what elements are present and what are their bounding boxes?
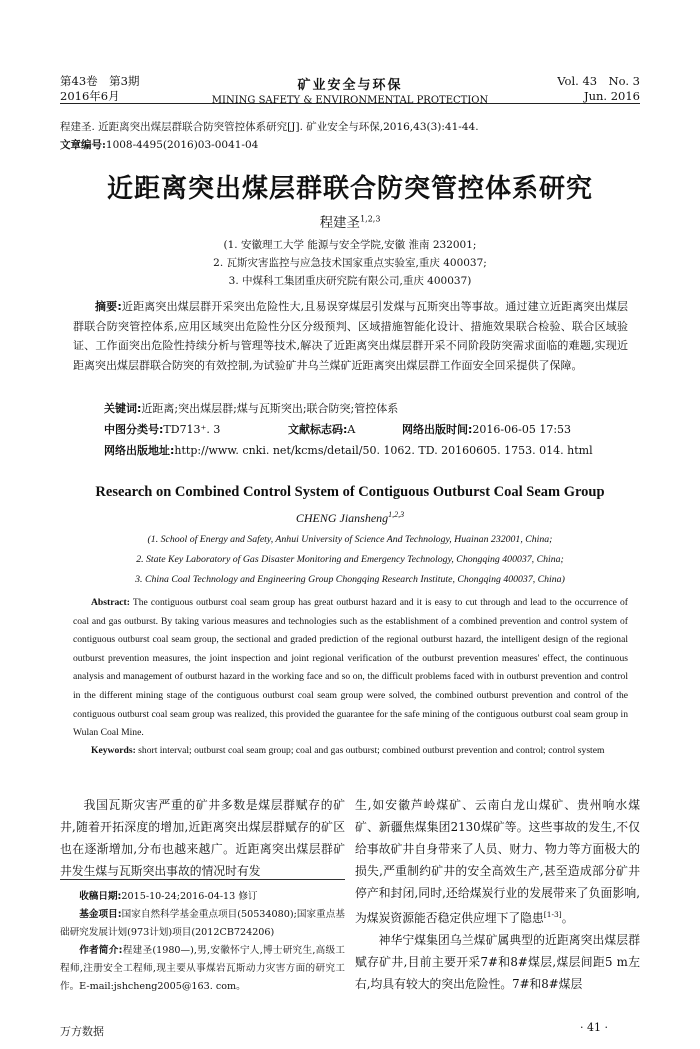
header-volume-issue — [60, 74, 139, 104]
body-right-column — [355, 794, 640, 995]
article-number-value: 1008-4495(2016)03-0041-04 — [105, 139, 259, 151]
keywords-cn — [104, 400, 398, 416]
pub-url-value[interactable]: http://www. cnki. net/kcms/detail/50. 1062. TD. 20160605. 1753. 014. html — [174, 444, 593, 457]
affiliation-cn-3: 3. 中煤科工集团重庆研究院有限公司,重庆 400037) — [228, 275, 472, 287]
watermark: 万方数据 — [60, 1025, 104, 1038]
header-rule — [60, 103, 640, 104]
journal-name — [200, 74, 500, 106]
volume-en: Vol. 43 No. 3 — [557, 74, 640, 88]
pub-time-label: 网络出版时间: — [402, 423, 473, 436]
body-left-column — [60, 794, 345, 882]
author-en — [60, 510, 640, 526]
affiliation-en-2: 2. State Key Laboratory of Gas Disaster Monitoring and Emergency Technology, Chongqing 400037, China; — [136, 554, 564, 565]
affiliations-en — [60, 530, 640, 590]
date-en: Jun. 2016 — [583, 89, 640, 103]
doc-code-value: A — [347, 423, 356, 436]
affiliation-cn-1: (1. 安徽理工大学 能源与安全学院,安徽 淮南 232001; — [223, 239, 477, 251]
doc-code-label: 文献标志码: — [288, 423, 348, 436]
abstract-cn-text: 近距离突出煤层群开采突出危险性大,且易误穿煤层引发煤与瓦斯突出等事故。通过建立近距离突出煤层群联合防突管控体系,应用区域突出危险性分区分级预判、区域措施智能化设计、措施效果联合检验、联合区域验证、工作面突出危险性持续分析与管理等技术,解决了近距离突出煤层群开采不同阶段防突需求面临的难题,实现近距离突出煤层群联合防突的有效控制,为试验矿井乌兰煤矿近距离突出煤层群工作面安全回采提供了保障。 — [73, 300, 628, 372]
volume-cn: 第43卷 第3期 — [60, 74, 140, 88]
date-cn: 2016年6月 — [60, 89, 120, 103]
received-value: 2015-10-24;2016-04-13 修订 — [121, 891, 258, 902]
footnote-rule — [60, 879, 345, 880]
paper-title-cn: 近距离突出煤层群联合防突管控体系研究 — [106, 174, 593, 204]
author-bio-value: 程建圣(1980—),男,安徽怀宁人,博士研究生,高级工程师,注册安全工程师,现主要从事煤岩瓦斯动力灾害方面的研究工作。E-mail:jshcheng2005@163. com。 — [60, 945, 345, 992]
author-sup-cn: 1,2,3 — [360, 214, 381, 224]
body-right-p1-text: 生,如安徽芦岭煤矿、云南白龙山煤矿、贵州响水煤矿、新疆焦煤集团2130煤矿等。这些事故的发生,不仅给事故矿井自身带来了人员、财力、物力等方面极大的损失,严重制约矿井的安全高效生产,甚至造成部分矿井停产和封闭,同时,还给煤炭行业的发展带来了负面影响,为煤炭资源能否稳定供应埋下了隐患 — [355, 798, 640, 925]
clc-label: 中图分类号: — [104, 423, 164, 436]
author-bio-label: 作者简介: — [79, 945, 123, 956]
article-number-label: 文章编号: — [60, 139, 106, 151]
author-sup-en: 1,2,3 — [388, 510, 405, 519]
doc-code — [288, 421, 355, 437]
abstract-en-text: The contiguous outburst coal seam group has great outburst hazard and it is easy to cut through and lead to the occurrence of coal and gas outburst. By taking various measures and technologies such as the establishment of a combined prevention and control system of contiguous outburst coal seam group, the sectional and graded prediction of the regional outburst hazard, the intelligent design of the regional outburst prevention measures, the joint inspection and joint regional verification of the outburst prevention measures' effect, the continuous analysis and management of outburst hazard in the working face and so on, the difficult problems faced with in outburst prevention and control in the different mining stage of the contiguous outburst coal seam group were solved, the combined outburst prevention and control of the contiguous outburst coal seam group was realized, this provided the guarantee for the safe mining of the contiguous outburst coal seam group in Wulan Coal Mine. — [73, 597, 628, 739]
reference-marker[interactable]: [1-3] — [543, 910, 562, 919]
author-name-cn: 程建圣 — [319, 215, 361, 231]
header-volume-en — [557, 74, 640, 104]
pub-url-label: 网络出版地址: — [104, 444, 175, 457]
pub-time — [402, 421, 571, 437]
abstract-en-label: Abstract: — [91, 597, 130, 608]
footnote-received — [60, 888, 345, 906]
body-right-p1-end: 。 — [561, 910, 574, 925]
fund-value: 国家自然科学基金重点项目(50534080);国家重点基础研究发展计划(973计划)项目(2012CB724206) — [60, 909, 345, 938]
footnote-author — [60, 942, 345, 996]
keywords-cn-label: 关键词: — [104, 402, 142, 415]
author-name-en: CHENG Jiansheng — [295, 511, 389, 525]
article-number — [60, 136, 640, 154]
received-label: 收稿日期: — [79, 891, 122, 902]
affiliation-cn-2: 2. 瓦斯灾害监控与应急技术国家重点实验室,重庆 400037; — [213, 257, 487, 269]
abstract-cn-label: 摘要: — [95, 300, 122, 313]
keywords-en-text: short interval; outburst coal seam group; coal and gas outburst; combined outburst prevention and control; control system — [138, 745, 605, 756]
footnote-fund — [60, 906, 345, 942]
keywords-cn-text: 近距离;突出煤层群;煤与瓦斯突出;联合防突;管控体系 — [141, 402, 399, 415]
affiliations-cn — [60, 236, 640, 290]
affiliation-en-3: 3. China Coal Technology and Engineering Group Chongqing Research Institute, Chongqing 400037, China) — [135, 574, 565, 585]
fund-label: 基金项目: — [79, 909, 122, 920]
pub-url — [104, 442, 593, 458]
footnote-block — [60, 888, 345, 996]
page-number: · 41 · — [580, 1021, 608, 1034]
pub-time-value: 2016-06-05 17:53 — [472, 423, 572, 436]
clc-number — [104, 421, 220, 437]
author-cn — [60, 211, 640, 231]
paper-title-en: Research on Combined Control System of Contiguous Outburst Coal Seam Group — [95, 484, 605, 500]
body-left-paragraph: 我国瓦斯灾害严重的矿井多数是煤层群赋存的矿井,随着开拓深度的增加,近距离突出煤层群赋存的矿区也在逐渐增加,分布也越来越广。近距离突出煤层群矿井发生煤与瓦斯突出事故的情况时有发 — [60, 798, 345, 878]
abstract-cn — [73, 297, 628, 375]
keywords-en-label: Keywords: — [91, 745, 136, 756]
body-right-paragraph-2: 神华宁煤集团乌兰煤矿属典型的近距离突出煤层群赋存矿井,目前主要开采7#和8#煤层,煤层间距5 m左右,均具有较大的突出危险性。7#和8#煤层 — [355, 932, 640, 991]
citation-block — [60, 118, 640, 154]
abstract-en — [73, 594, 628, 743]
affiliation-en-1: (1. School of Energy and Safety, Anhui University of Science And Technology, Huainan 232001, China; — [147, 534, 553, 545]
journal-name-en: MINING SAFETY & ENVIRONMENTAL PROTECTION — [211, 95, 489, 106]
keywords-en — [73, 742, 628, 761]
clc-value: TD713⁺. 3 — [163, 423, 221, 436]
journal-name-cn: 矿业安全与环保 — [297, 78, 403, 93]
citation-text: 程建圣. 近距离突出煤层群联合防突管控体系研究[J]. 矿业安全与环保,2016,43(3):41-44. — [60, 121, 479, 133]
body-right-paragraph-1 — [355, 794, 640, 929]
